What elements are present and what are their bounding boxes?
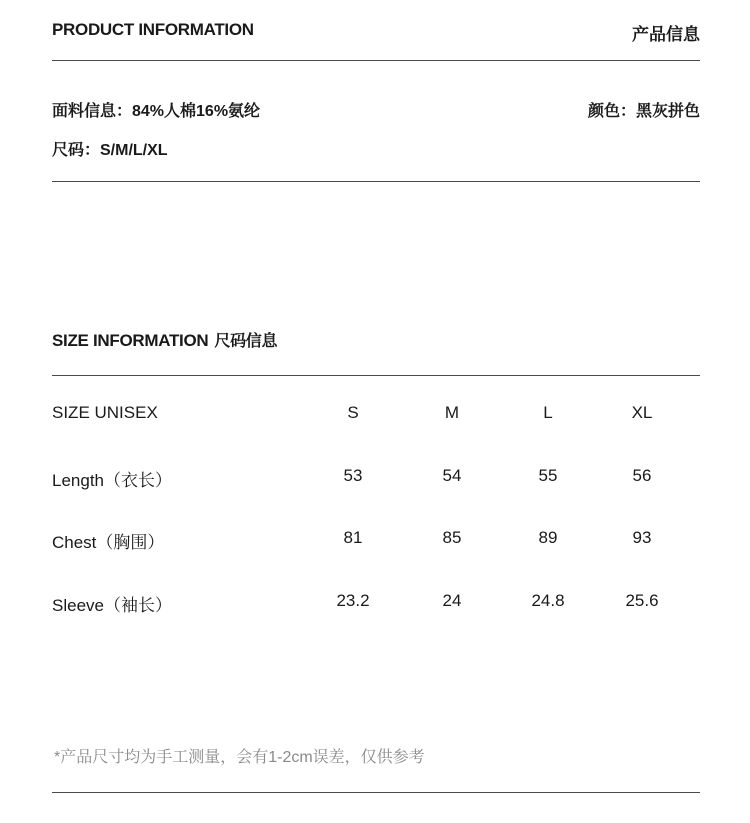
size-info-title-cn: 尺码信息 [214,333,278,350]
table-cell: 56 [632,466,652,485]
size-info-title [52,328,277,351]
table-row-chest [52,528,700,552]
size-range-info: 尺码：S/M/L/XL [52,142,168,159]
product-info-title-cn: 产品信息 [632,25,700,44]
table-cell: 24.8 [531,591,565,610]
size-header-l: L [543,403,553,422]
table-cell: 81 [343,528,363,547]
table-cell: 23.2 [336,591,370,610]
table-cell: 24 [442,591,462,610]
table-row-length [52,466,700,490]
table-cell: 25.6 [625,591,659,610]
divider [52,181,700,182]
size-header-m: M [444,403,460,422]
divider [52,60,700,61]
size-header-xl: XL [631,403,653,422]
table-row-sleeve [52,591,700,615]
table-cell: 85 [442,528,462,547]
fabric-info: 面料信息：84%人棉16%氨纶 [52,103,261,120]
table-cell: 93 [632,528,652,547]
product-info-title: PRODUCT INFORMATION [52,20,254,39]
row-label: Length（衣长） [52,471,172,490]
size-header-label: SIZE UNISEX [52,403,158,422]
size-info-title-en: SIZE INFORMATION [52,331,209,350]
table-cell: 89 [538,528,558,547]
table-cell: 53 [343,466,363,485]
divider [52,792,700,793]
row-label: Chest（胸围） [52,533,165,552]
size-header-s: S [347,403,359,422]
table-cell: 54 [442,466,462,485]
row-label: Sleeve（袖长） [52,596,172,615]
color-info: 颜色：黑灰拼色 [587,103,700,120]
table-cell: 55 [538,466,558,485]
divider [52,375,700,376]
measurement-note: *产品尺寸均为手工测量，会有1-2cm误差，仅供参考 [54,749,425,766]
size-table-header [52,403,700,427]
